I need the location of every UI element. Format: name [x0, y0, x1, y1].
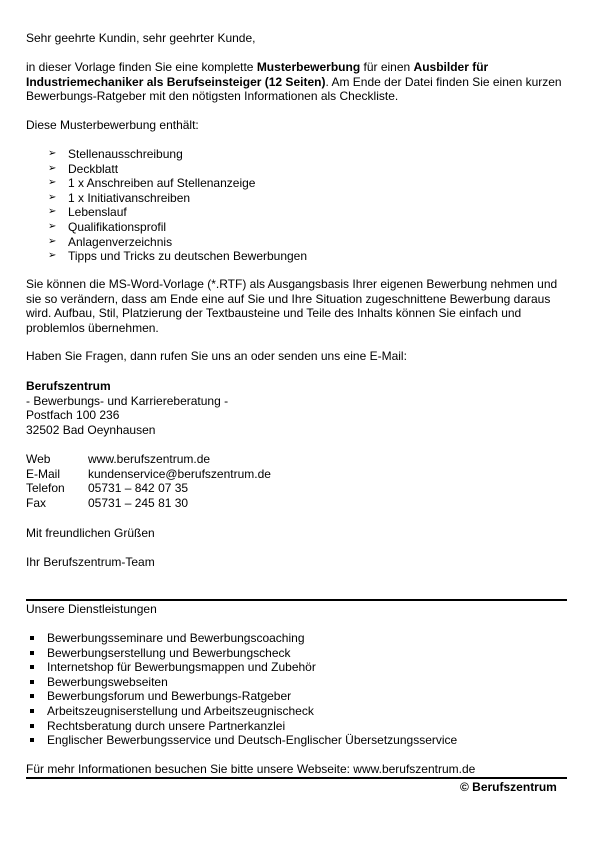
contact-label: Fax [26, 495, 47, 510]
divider [26, 599, 567, 601]
square-bullet-icon [30, 680, 34, 684]
arrow-bullet-icon: ➢ [48, 148, 57, 159]
address-block [26, 379, 228, 437]
table-row [26, 496, 271, 511]
organization-subtitle: - Bewerbungs- und Karriereberatung - [26, 393, 229, 408]
table-row [26, 481, 271, 496]
arrow-bullet-icon: ➢ [48, 162, 57, 174]
po-box: Postfach 100 236 [26, 408, 120, 422]
list-item-label: Tipps und Tricks zu deutschen Bewerbungen [68, 249, 308, 264]
list-item [26, 162, 307, 177]
services-list [26, 631, 457, 748]
list-item-label: Stellenausschreibung [68, 147, 183, 161]
square-bullet-icon [30, 665, 34, 669]
services-title: Unsere Dienstleistungen [26, 602, 157, 616]
list-item [26, 147, 307, 162]
organization-name: Berufszentrum [26, 379, 111, 393]
footer-divider [26, 777, 567, 779]
questions-paragraph: Haben Sie Fragen, dann rufen Sie uns an oder senden uns eine E-Mail: [26, 349, 407, 363]
list-item-label: Deckblatt [68, 161, 119, 176]
word-template-paragraph: Sie können die MS-Word-Vorlage (*.RTF) als Ausgangsbasis Ihrer eigenen Bewerbung nehmen und sie so verändern, dass am Ende eine auf Sie und Ihre Situation zugeschnittene Bewerbung daraus wird. Aufbau, Stil, Platzierung der Textbausteine und Teile des Inhalts können Sie einfach und problemlos übernehmen. [26, 277, 558, 335]
list-item [26, 704, 457, 719]
list-item [26, 176, 307, 191]
list-item [26, 733, 457, 748]
list-item [26, 220, 307, 235]
intro-text-2: für einen [360, 60, 414, 74]
list-item [26, 689, 457, 704]
city: 32502 Bad Oeynhausen [26, 422, 156, 437]
list-item-label: Rechtsberatung durch unsere Partnerkanzlei [47, 718, 286, 733]
list-item-label: Lebenslauf [68, 205, 127, 220]
square-bullet-icon [30, 694, 34, 698]
copyright: © Berufszentrum [460, 780, 557, 794]
list-item [26, 646, 457, 661]
list-item-label: Internetshop für Bewerbungsmappen und Zubehör [47, 660, 316, 675]
list-item-label: Bewerbungserstellung und Bewerbungscheck [47, 645, 291, 660]
list-item-label: 1 x Initiativanschreiben [68, 190, 191, 205]
arrow-bullet-icon: ➢ [48, 235, 57, 247]
contents-list [26, 147, 307, 264]
list-item-label: Anlagenverzeichnis [68, 234, 173, 249]
square-bullet-icon [30, 651, 34, 655]
arrow-bullet-icon: ➢ [48, 206, 57, 218]
list-item [26, 660, 457, 675]
signature: Ihr Berufszentrum-Team [26, 555, 155, 569]
list-item [26, 191, 307, 206]
list-item-label: Bewerbungsforum und Bewerbungs-Ratgeber [47, 689, 292, 704]
list-item [26, 631, 457, 646]
contact-web-link[interactable]: www.berufszentrum.de [88, 452, 211, 466]
table-row [26, 452, 271, 467]
list-item-label: Qualifikationsprofil [68, 219, 167, 234]
more-info-text: Für mehr Informationen besuchen Sie bitte unsere Webseite: www.berufszentrum.de [26, 762, 476, 776]
list-item-label: Bewerbungsseminare und Bewerbungscoaching [47, 631, 305, 645]
contents-lead: Diese Musterbewerbung enthält: [26, 118, 199, 132]
arrow-bullet-icon: ➢ [48, 177, 57, 189]
list-item [26, 675, 457, 690]
contact-label: E-Mail [26, 466, 61, 481]
square-bullet-icon [30, 636, 34, 640]
list-item-label: 1 x Anschreiben auf Stellenanzeige [68, 176, 256, 191]
contact-email-link[interactable]: kundenservice@berufszentrum.de [88, 466, 271, 481]
contact-fax: 05731 – 245 81 30 [88, 495, 189, 510]
square-bullet-icon [30, 709, 34, 713]
arrow-bullet-icon: ➢ [48, 191, 57, 203]
intro-bold-position: Ausbilder für Industriemechaniker als Berufseinsteiger (12 Seiten) [26, 60, 489, 89]
intro-paragraph [26, 60, 571, 104]
list-item [26, 719, 457, 734]
list-item [26, 235, 307, 250]
square-bullet-icon [30, 738, 34, 742]
table-row [26, 467, 271, 482]
intro-text-1: in dieser Vorlage finden Sie eine komplette [26, 60, 257, 74]
contact-phone: 05731 – 842 07 35 [88, 481, 189, 495]
contact-label: Telefon [26, 481, 65, 495]
list-item-label: Englischer Bewerbungsservice und Deutsch-Englischer Übersetzungsservice [47, 733, 458, 748]
arrow-bullet-icon: ➢ [48, 250, 57, 262]
list-item [26, 205, 307, 220]
contact-label: Web [26, 452, 51, 466]
list-item [26, 249, 307, 264]
intro-text-3: . Am Ende der Datei finden Sie einen kurzen Bewerbungs-Ratgeber mit den nötigsten Informationen als Checkliste. [26, 74, 562, 103]
arrow-bullet-icon: ➢ [48, 220, 57, 232]
list-item-label: Arbeitszeugniserstellung und Arbeitszeugnischeck [47, 703, 314, 718]
closing: Mit freundlichen Grüßen [26, 526, 155, 540]
contact-table [26, 452, 271, 510]
list-item-label: Bewerbungswebseiten [47, 674, 168, 689]
intro-bold-product: Musterbewerbung [256, 60, 361, 74]
greeting: Sehr geehrte Kundin, sehr geehrter Kunde, [26, 31, 256, 45]
square-bullet-icon [30, 724, 34, 728]
